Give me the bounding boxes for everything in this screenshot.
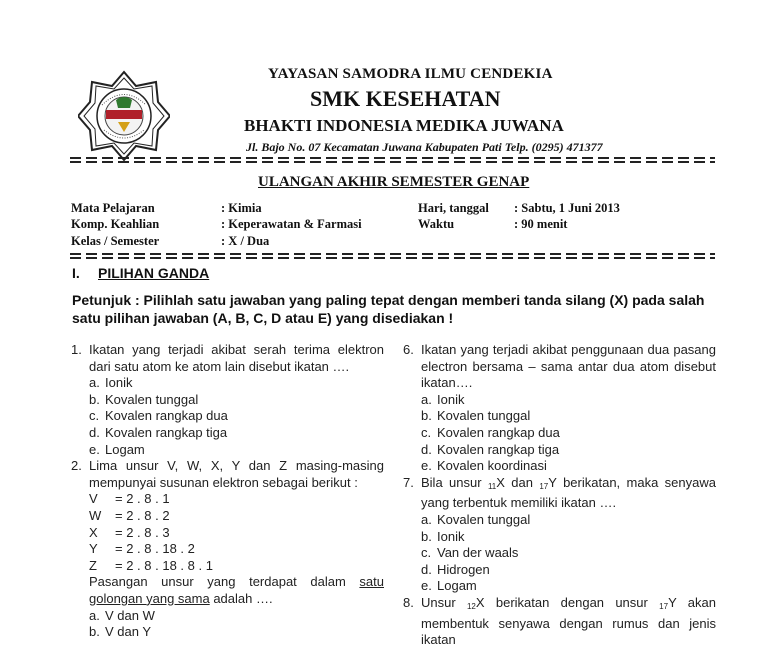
electron-config — [71, 525, 384, 542]
date-label: Hari, tanggal — [418, 201, 489, 215]
section-number: I. — [72, 265, 80, 281]
option-letter: e. — [89, 441, 100, 457]
option-c[interactable] — [71, 408, 384, 425]
option-letter: a. — [89, 607, 100, 623]
option-b[interactable] — [403, 529, 716, 546]
electron-config — [71, 541, 384, 558]
time-label: Waktu — [418, 217, 455, 231]
questions-right-column — [403, 342, 716, 649]
element-symbol: W — [89, 507, 102, 523]
option-letter: d. — [421, 441, 432, 457]
element-config: = 2 . 8 . 18 . 2 — [115, 541, 195, 557]
question-part: X berikatan dengan unsur — [475, 594, 660, 610]
question-8 — [403, 595, 716, 649]
question-part: Unsur — [421, 594, 467, 610]
question-6 — [403, 342, 716, 392]
option-text: V dan W — [105, 607, 155, 623]
option-text: Kovalen rangkap tiga — [105, 424, 228, 440]
option-e[interactable] — [71, 442, 384, 459]
option-letter: b. — [421, 408, 432, 424]
option-c[interactable] — [403, 425, 716, 442]
questions-left-column — [71, 342, 384, 641]
option-text: Hidrogen — [437, 561, 490, 577]
school-address: Jl. Bajo No. 07 Kecamatan Juwana Kabupaten Pati Telp. (0295) 471377 — [246, 140, 603, 154]
foundation-name: YAYASAN SAMODRA ILMU CENDEKIA — [268, 66, 553, 82]
question-text — [421, 595, 716, 649]
date-value: : Sabtu, 1 Juni 2013 — [514, 201, 620, 215]
option-b[interactable] — [403, 408, 716, 425]
question-text — [89, 574, 384, 607]
option-text: Ionik — [105, 375, 133, 391]
question-text: Lima unsur V, W, X, Y dan Z masing-masing mempunyai susunan elektron sebagai berikut : — [89, 458, 384, 490]
underlined-phrase: satu golongan yang sama — [89, 574, 384, 606]
option-text: Ionik — [437, 391, 465, 407]
subject-label: Mata Pelajaran — [71, 201, 155, 215]
electron-config — [71, 508, 384, 525]
option-text: Kovalen tunggal — [437, 511, 531, 527]
element-symbol: V — [89, 491, 98, 507]
option-d[interactable] — [403, 562, 716, 579]
option-b[interactable] — [71, 624, 384, 641]
header-divider — [70, 157, 715, 163]
instruction-text: Petunjuk : Pilihlah satu jawaban yang paling tepat dengan memberi tanda silang (X) pada salah satu pilihan jawaban (A, B, C, D atau E) yang disediakan ! — [72, 292, 705, 326]
question-7 — [403, 475, 716, 512]
school-full-name: BHAKTI INDONESIA MEDIKA JUWANA — [244, 116, 564, 135]
question-1 — [71, 342, 384, 375]
question-part: X dan — [496, 474, 540, 490]
question-part: Y berikatan, maka senyawa yang terbentuk memiliki ikatan …. — [421, 474, 716, 511]
school-name: SMK KESEHATAN — [310, 86, 501, 111]
section-heading — [72, 265, 209, 281]
option-a[interactable] — [403, 512, 716, 529]
option-letter: c. — [421, 545, 432, 561]
option-letter: b. — [89, 391, 100, 407]
element-symbol: Z — [89, 557, 97, 573]
element-config: = 2 . 8 . 2 — [115, 507, 170, 523]
option-d[interactable] — [403, 442, 716, 459]
option-text: Logam — [105, 441, 145, 457]
option-text: Kovalen rangkap tiga — [437, 441, 560, 457]
option-e[interactable] — [403, 578, 716, 595]
option-a[interactable] — [71, 375, 384, 392]
question-number: 2. — [71, 458, 82, 474]
element-config: = 2 . 8 . 18 . 8 . 1 — [115, 557, 213, 573]
element-config: = 2 . 8 . 3 — [115, 524, 170, 540]
option-letter: b. — [421, 528, 432, 544]
option-text: Logam — [437, 578, 477, 594]
option-a[interactable] — [71, 608, 384, 625]
atomic-number: 17 — [659, 601, 669, 611]
option-text: Kovalen tunggal — [105, 391, 199, 407]
atomic-number: 11 — [487, 481, 497, 491]
question-text: Ikatan yang terjadi akibat penggunaan dua pasang electron bersama – sama antar dua atom disebut ikatan…. — [421, 342, 716, 391]
time-value: : 90 menit — [514, 217, 568, 231]
exam-title: ULANGAN AKHIR SEMESTER GENAP — [258, 174, 530, 190]
atomic-number: 12 — [466, 601, 476, 611]
question-2 — [71, 458, 384, 491]
question-number: 7. — [403, 474, 414, 490]
electron-config — [71, 558, 384, 575]
question-part: Y akan membentuk senyawa dengan rumus dan jenis ikatan — [421, 594, 716, 648]
class-label: Kelas / Semester — [71, 234, 160, 248]
option-e[interactable] — [403, 458, 716, 475]
option-c[interactable] — [403, 545, 716, 562]
option-text: V dan Y — [105, 624, 152, 640]
question-number: 8. — [403, 594, 414, 610]
element-symbol: Y — [89, 541, 98, 557]
element-symbol: X — [89, 524, 98, 540]
school-logo — [78, 70, 170, 162]
option-text: Ionik — [437, 528, 465, 544]
question-text — [421, 475, 716, 512]
option-letter: d. — [421, 561, 432, 577]
option-text: Kovalen koordinasi — [437, 458, 547, 474]
option-letter: b. — [89, 624, 100, 640]
subject-value: : Kimia — [221, 201, 262, 215]
option-a[interactable] — [403, 392, 716, 409]
option-text: Van der waals — [437, 545, 519, 561]
electron-config — [71, 491, 384, 508]
option-letter: c. — [89, 408, 100, 424]
followup-part: adalah …. — [209, 590, 273, 606]
option-letter: e. — [421, 458, 432, 474]
option-letter: d. — [89, 424, 100, 440]
option-text: Kovalen tunggal — [437, 408, 531, 424]
question-text: Ikatan yang terjadi akibat serah terima elektron dari satu atom ke atom lain disebut ikatan …. — [89, 342, 384, 374]
skill-label: Komp. Keahlian — [71, 217, 160, 231]
atomic-number: 17 — [539, 481, 549, 491]
option-b[interactable] — [71, 392, 384, 409]
option-letter: c. — [421, 424, 432, 440]
option-letter: a. — [421, 511, 432, 527]
class-value: : X / Dua — [221, 234, 270, 248]
section-title: PILIHAN GANDA — [98, 265, 210, 281]
followup-part: Pasangan unsur yang terdapat dalam — [89, 574, 360, 590]
option-text: Kovalen rangkap dua — [105, 408, 228, 424]
option-letter: e. — [421, 578, 432, 594]
option-letter: a. — [421, 391, 432, 407]
option-letter: a. — [89, 375, 100, 391]
option-text: Kovalen rangkap dua — [437, 424, 560, 440]
element-config: = 2 . 8 . 1 — [115, 491, 170, 507]
question-2-followup — [71, 574, 384, 607]
question-number: 6. — [403, 342, 414, 357]
question-part: Bila unsur — [421, 474, 488, 490]
question-number: 1. — [71, 342, 82, 357]
skill-value: : Keperawatan & Farmasi — [221, 217, 362, 231]
info-divider — [70, 253, 715, 259]
option-d[interactable] — [71, 425, 384, 442]
